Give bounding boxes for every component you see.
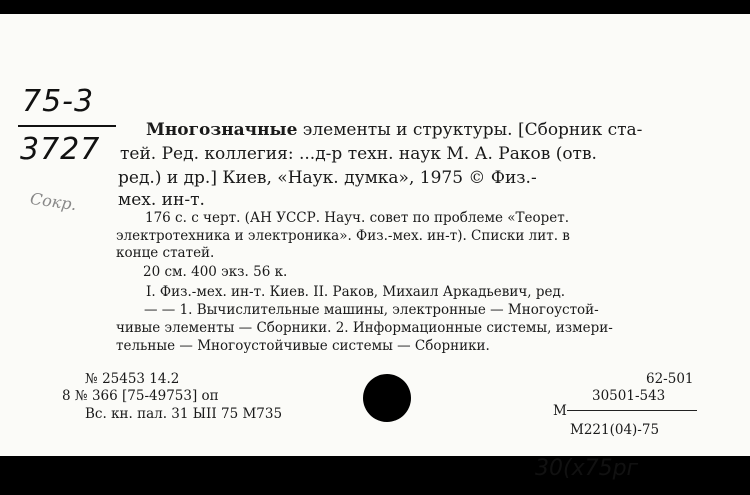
call-number-bottom: 3727 [20,132,101,167]
call-number-divider [18,125,116,127]
description-line-4: 20 см. 400 экз. 56 к. [143,264,288,280]
footer-left-3: Вс. кн. пал. 31 ЫII 75 М735 [85,406,283,422]
pencil-note: Сокр. [28,188,78,215]
title-line-3: ред.) и др.] Киев, «Наук. думка», 1975 © Физ.- [118,168,537,188]
footer-right-2-prefix: М [553,403,567,419]
description-line-1: 176 с. с черт. (АН УССР. Науч. совет по проблеме «Теорет. [145,210,570,226]
footer-right-1: 62-501 [646,371,694,387]
footer-left-2: 8 № 366 [75-49753] оп [62,388,219,404]
handwritten-inventory-number: 30(х75рг [535,456,639,481]
title-bold: Многозначные [146,120,298,140]
title-line-1 [146,120,642,140]
tracing-line-1: I. Физ.-мех. ин-т. Киев. II. Раков, Михаил Аркадьевич, ред. [146,284,566,300]
description-line-2: электротехника и электроника». Физ.-мех. ин-т). Списки лит. в [116,228,570,244]
card-punch-hole [363,374,411,422]
footer-right-3: М221(04)-75 [570,422,660,438]
catalog-card [0,14,750,481]
description-line-3: конце статей. [116,245,215,261]
tracing-line-4: тельные — Многоустойчивые системы — Сборники. [116,338,490,354]
tracing-line-2: — — 1. Вычислительные машины, электронные — Многоустой- [144,302,599,318]
tracing-line-3: чивые элементы — Сборники. 2. Информационные системы, измери- [116,320,613,336]
footer-divider [567,410,697,411]
title-line-4: мех. ин-т. [118,190,205,210]
title-rest: элементы и структуры. [Сборник ста- [297,120,643,140]
call-number-top: 75-3 [22,84,95,119]
footer-right-2: 30501-543 [592,388,666,404]
footer-left-1: № 25453 14.2 [85,371,180,387]
title-line-2: тей. Ред. коллегия: ...д-р техн. наук М. А. Раков (отв. [120,144,597,164]
